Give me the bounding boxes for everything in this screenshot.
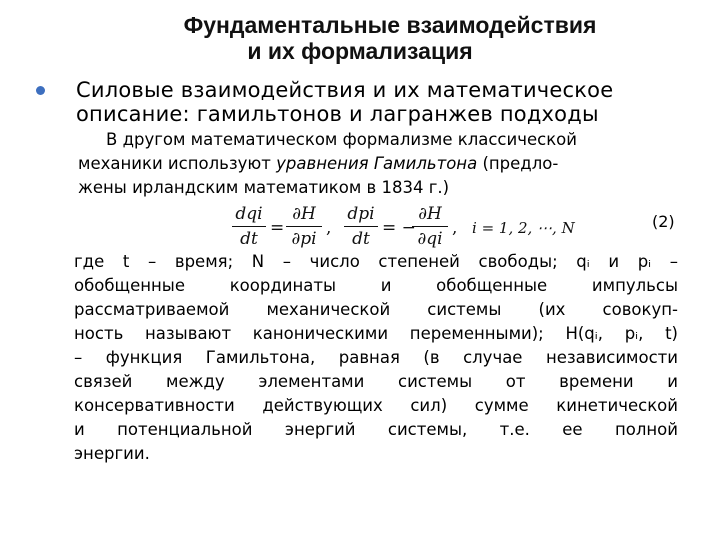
title-line-1: Фундаментальные взаимодействия — [183, 12, 597, 38]
fraction-numerator: dqi — [235, 204, 263, 224]
fraction-dH-dp — [286, 204, 322, 249]
explanation-line: где t – время; N – число степеней свободы; qᵢ и pᵢ – — [74, 252, 678, 271]
explanation-line: энергии. — [74, 444, 150, 463]
explanation-line: – функция Гамильтона, равная (в случае независимости — [74, 348, 678, 367]
fraction-denominator: dt — [240, 229, 258, 249]
explanation-paragraph — [74, 250, 678, 466]
minus-equals-sign: = − — [382, 218, 416, 238]
fraction-dp-dt — [344, 204, 378, 249]
fraction-denominator: ∂pi — [291, 229, 317, 249]
hamilton-equations-term: уравнения Гамильтона — [276, 154, 478, 173]
bullet-dot-icon — [36, 86, 45, 95]
fraction-numerator: ∂H — [292, 204, 316, 224]
intro-paragraph — [78, 128, 678, 200]
bullet-line-2: описание: гамильтонов и лагранжев подходы — [76, 102, 599, 126]
comma: , — [326, 218, 332, 238]
fraction-numerator: dpi — [347, 204, 375, 224]
fraction-dH-dq — [412, 204, 448, 249]
explanation-line: консервативности действующих сил) сумме кинетической — [74, 396, 678, 415]
hamilton-equations-formula — [232, 204, 612, 256]
fraction-denominator: ∂qi — [417, 229, 443, 249]
title-line-2: и их формализация — [247, 38, 473, 64]
intro-line-3: жены ирландским математиком в 1834 г.) — [78, 178, 450, 197]
fraction-dq-dt — [232, 204, 266, 249]
equals-sign: = — [270, 218, 285, 238]
bullet-text — [76, 78, 686, 126]
explanation-line: обобщенные координаты и обобщенные импульсы — [74, 276, 678, 295]
intro-line-2a: механики используют — [78, 154, 277, 173]
intro-line-1: В другом математическом формализме классической — [106, 130, 577, 149]
slide-title — [0, 12, 720, 64]
fraction-denominator: dt — [352, 229, 370, 249]
explanation-line: и потенциальной энергий системы, т.е. ее полной — [74, 420, 678, 439]
index-range: i = 1, 2, ⋯, N — [472, 219, 575, 237]
explanation-line: ность называют каноническими переменными); H(qᵢ, pᵢ, t) — [74, 324, 678, 343]
explanation-line: рассматриваемой механической системы (их совокуп- — [74, 300, 678, 319]
explanation-line: связей между элементами системы от времени и — [74, 372, 678, 391]
comma: , — [452, 218, 458, 238]
equation-number: (2) — [652, 212, 675, 231]
intro-line-2b: (предло- — [477, 154, 559, 173]
intro-line-2 — [78, 152, 678, 176]
bullet-line-1: Силовые взаимодействия и их математическое — [76, 78, 614, 102]
fraction-numerator: ∂H — [418, 204, 442, 224]
